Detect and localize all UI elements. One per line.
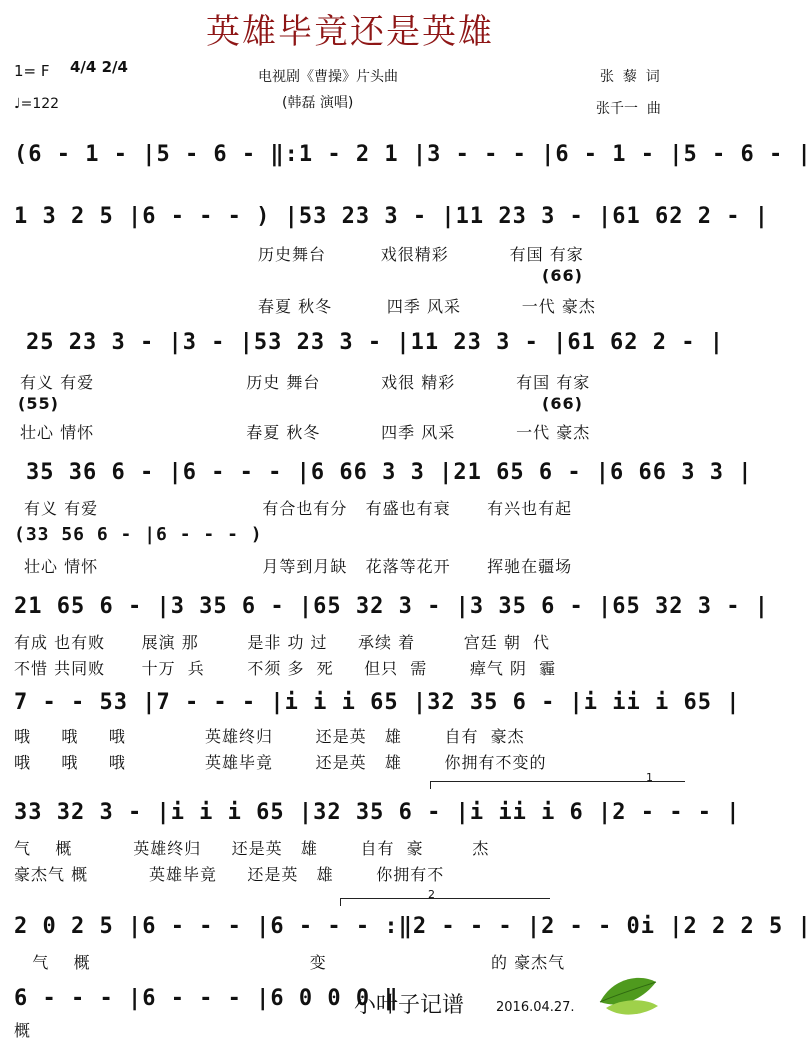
lyric-line-8a: 气 概 变 的 豪杰气 bbox=[14, 953, 566, 972]
lyric-line-4a: 有义 有爱 有合也有分 有盛也有衰 有兴也有起 bbox=[24, 499, 573, 518]
song-source: 电视剧《曹操》片头曲 bbox=[258, 69, 398, 85]
score-line-4: 35 36 6 - |6 - - - |6 66 3 3 |21 65 6 - |6 66 3 3 | bbox=[26, 460, 753, 485]
lyric-line-9a: 概 bbox=[14, 1021, 32, 1040]
volta-2-line bbox=[340, 898, 550, 899]
lyric-line-2b: 春夏 秋冬 四季 风采 一代 豪杰 bbox=[258, 297, 596, 316]
performer: (韩磊 演唱) bbox=[282, 95, 354, 111]
lyric-line-2a: 历史舞台 戏很精彩 有国 有家 bbox=[258, 245, 584, 264]
score-line-6: 7 - - 53 |7 - - - |i i i 65 |32 35 6 - |i ii i 65 | bbox=[14, 690, 741, 715]
key-signature: 1= F bbox=[14, 62, 50, 80]
score-line-9: 6 - - - |6 - - - |6 0 0 0 ‖ bbox=[14, 986, 399, 1011]
lyric-line-6a: 哦 哦 哦 英雄终归 还是英 雄 自有 豪杰 bbox=[14, 727, 525, 746]
lyric-line-3b: 壮心 情怀 春夏 秋冬 四季 风采 一代 豪杰 bbox=[20, 423, 591, 442]
score-line-2: 1 3 2 5 |6 - - - ) |53 23 3 - |11 23 3 - |61 62 2 - | bbox=[14, 204, 769, 229]
volta-2-tick bbox=[340, 898, 341, 906]
transcriber-signature: 小叶子记谱 bbox=[354, 993, 465, 1018]
lyric-line-7b: 豪杰气 概 英雄毕竟 还是英 雄 你拥有不 bbox=[14, 865, 445, 884]
volta-2-number: 2 bbox=[428, 888, 435, 901]
lyric-line-3-paren-b: (66) bbox=[542, 394, 583, 413]
lyric-line-2-paren: (66) bbox=[542, 266, 583, 285]
lyricist: 张 藜 词 bbox=[600, 69, 660, 85]
transcription-date: 2016.04.27. bbox=[496, 1000, 575, 1015]
lyric-line-5a: 有成 也有败 展演 那 是非 功 过 承续 着 宫廷 朝 代 bbox=[14, 633, 551, 652]
lyric-line-6b: 哦 哦 哦 英雄毕竟 还是英 雄 你拥有不变的 bbox=[14, 753, 547, 772]
score-line-4-alt: (33 56 6 - |6 - - - ) bbox=[14, 524, 263, 545]
lyric-line-5b: 不惜 共同败 十万 兵 不须 多 死 但只 需 瘴气 阴 霾 bbox=[14, 659, 557, 678]
lyric-line-4b: 壮心 情怀 月等到月缺 花落等花开 挥驰在疆场 bbox=[24, 557, 573, 576]
score-line-3: 25 23 3 - |3 - |53 23 3 - |11 23 3 - |61 62 2 - | bbox=[26, 330, 725, 355]
tempo-marking: ♩=122 bbox=[14, 96, 60, 112]
volta-1-number: 1 bbox=[646, 771, 653, 784]
lyric-line-7a: 气 概 英雄终归 还是英 雄 自有 豪 杰 bbox=[14, 839, 490, 858]
score-line-7: 33 32 3 - |i i i 65 |32 35 6 - |i ii i 6 |2 - - - | bbox=[14, 800, 741, 825]
volta-1-tick bbox=[430, 781, 431, 789]
score-line-8: 2 0 2 5 |6 - - - |6 - - - :‖2 - - - |2 - - 0i |2 2 2 5 | bbox=[14, 914, 812, 939]
lyric-line-3-paren-a: (55) bbox=[18, 394, 59, 413]
song-title: 英雄毕竟还是英雄 bbox=[206, 12, 494, 52]
lyric-line-3a: 有义 有爱 历史 舞台 戏很 精彩 有国 有家 bbox=[20, 373, 591, 392]
leaf-icon bbox=[592, 968, 662, 1018]
composer: 张千一 曲 bbox=[596, 101, 661, 117]
score-line-5: 21 65 6 - |3 35 6 - |65 32 3 - |3 35 6 - |65 32 3 - | bbox=[14, 594, 769, 619]
score-line-1: (6 - 1 - |5 - 6 - ‖:1 - 2 1 |3 - - - |6 - 1 - |5 - 6 - | bbox=[14, 142, 812, 167]
time-signature: 4/4 2/4 bbox=[70, 58, 128, 76]
